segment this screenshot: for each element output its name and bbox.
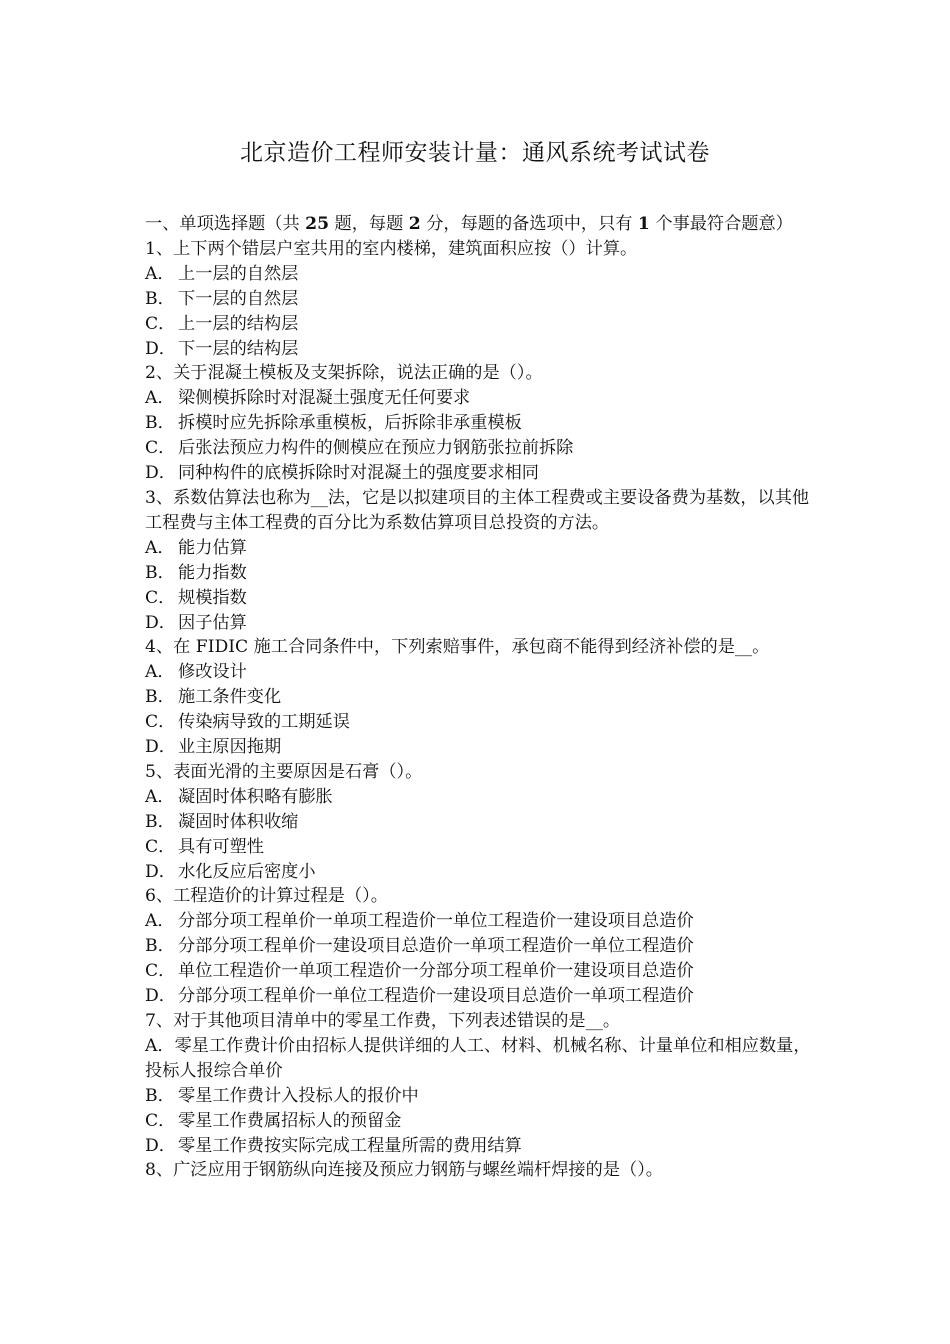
question-stem: 5、表面光滑的主要原因是石膏（）。: [145, 761, 423, 782]
option-letter: D．: [145, 612, 176, 633]
option-letter: A．: [145, 911, 175, 932]
option-text: 能力估算: [178, 537, 247, 558]
section-heading-prefix: 一、单项选择题（共: [145, 214, 306, 234]
question-option: [145, 337, 813, 362]
option-text: 规模指数: [178, 587, 247, 608]
option-text: 下一层的自然层: [178, 288, 299, 309]
question-option: [145, 561, 813, 586]
question-option: [145, 1134, 813, 1159]
question-option: [145, 312, 813, 337]
option-letter: A．: [145, 388, 175, 409]
option-letter: A．: [145, 662, 175, 683]
question-option: [145, 810, 813, 835]
question-option: [145, 685, 813, 710]
option-letter: C．: [145, 1110, 176, 1131]
option-text: 能力指数: [178, 562, 247, 583]
section-heading-suffix: 个事最符合题意）: [649, 214, 793, 234]
section-heading-mid1: 题，每题: [329, 214, 409, 234]
question-option: [145, 287, 813, 312]
option-text: 施工条件变化: [178, 687, 282, 708]
option-text: 拆模时应先拆除承重模板，后拆除非承重模板: [178, 413, 522, 434]
correct-option-count: 1: [637, 214, 650, 234]
option-text: 传染病导致的工期延误: [178, 712, 350, 733]
question-stem: 6、工程造价的计算过程是（）。: [145, 886, 388, 907]
option-letter: A．: [145, 1035, 175, 1056]
question-stem: 2、关于混凝土模板及支架拆除，说法正确的是（）。: [145, 363, 543, 384]
option-text: 凝固时体积收缩: [178, 811, 299, 832]
option-letter: A．: [145, 537, 175, 558]
question-option: [145, 586, 813, 611]
option-letter: A．: [145, 263, 175, 284]
option-text: 同种构件的底模拆除时对混凝土的强度要求相同: [178, 463, 539, 484]
option-letter: D．: [145, 737, 176, 758]
option-text: 修改设计: [178, 662, 247, 683]
option-text: 零星工作费计入投标人的报价中: [178, 1085, 419, 1106]
option-text: 分部分项工程单价一单位工程造价一建设项目总造价一单项工程造价: [178, 986, 694, 1007]
question-option: [145, 262, 813, 287]
option-text: 单位工程造价一单项工程造价一分部分项工程单价一建设项目总造价: [178, 961, 694, 982]
question-stem: 3、系数估算法也称为__法，它是以拟建项目的主体工程费或主要设备费为基数，以其他工程费与主体工程费的百分比为系数估算项目总投资的方法。: [145, 487, 810, 533]
question-count: 25: [305, 214, 330, 234]
question-option: [145, 461, 813, 486]
option-text: 上一层的自然层: [178, 263, 299, 284]
option-text: 零星工作费计价由招标人提供详细的人工、材料、机械名称、计量单位和相应数量，投标人报综合单价: [145, 1035, 811, 1081]
option-letter: B．: [145, 811, 175, 832]
question-option: [145, 536, 813, 561]
question-option: [145, 860, 813, 885]
question-stem: 1、上下两个错层户室共用的室内楼梯，建筑面积应按（）计算。: [145, 238, 638, 259]
question-stem: 7、对于其他项目清单中的零星工作费，下列表述错误的是__。: [145, 1011, 621, 1031]
option-letter: C．: [145, 438, 176, 459]
option-text: 分部分项工程单价一单项工程造价一单位工程造价一建设项目总造价: [178, 911, 694, 932]
question-option: [145, 1109, 813, 1134]
question-option: [145, 934, 813, 959]
option-letter: D．: [145, 338, 176, 359]
option-text: 因子估算: [178, 612, 247, 633]
option-text: 具有可塑性: [178, 836, 264, 857]
option-text: 下一层的结构层: [178, 338, 299, 359]
question-option: [145, 611, 813, 636]
option-letter: D．: [145, 861, 176, 882]
question-option: [145, 386, 813, 411]
question-stem: 8、广泛应用于钢筋纵向连接及预应力钢筋与螺丝端杆焊接的是（）。: [145, 1160, 663, 1181]
option-text: 水化反应后密度小: [178, 861, 316, 882]
question-option: [145, 660, 813, 685]
question-option: [145, 710, 813, 735]
question-stem: 4、在 FIDIC 施工合同条件中，下列索赔事件，承包商不能得到经济补偿的是__。: [145, 637, 770, 658]
option-text: 上一层的结构层: [178, 313, 299, 334]
option-text: 零星工作费属招标人的预留金: [178, 1110, 402, 1131]
question-option: [145, 984, 813, 1009]
question-option: [145, 835, 813, 860]
option-text: 梁侧模拆除时对混凝土强度无任何要求: [178, 388, 471, 409]
question-option: [145, 959, 813, 984]
option-letter: D．: [145, 463, 176, 484]
document-body: [145, 212, 813, 1183]
question-option: [145, 1084, 813, 1109]
question-option: [145, 1034, 813, 1084]
question-option: [145, 909, 813, 934]
option-letter: A．: [145, 786, 175, 807]
score-per-question: 2: [408, 214, 421, 234]
question-option: [145, 411, 813, 436]
section-heading-mid2: 分，每题的备选项中，只有: [420, 214, 638, 234]
option-letter: B．: [145, 288, 175, 309]
question-option: [145, 735, 813, 760]
option-letter: B．: [145, 562, 175, 583]
option-text: 业主原因拖期: [178, 737, 282, 758]
question-option: [145, 436, 813, 461]
option-letter: B．: [145, 413, 175, 434]
option-letter: C．: [145, 961, 176, 982]
option-letter: C．: [145, 587, 176, 608]
option-letter: B．: [145, 687, 175, 708]
option-text: 零星工作费按实际完成工程量所需的费用结算: [178, 1135, 522, 1156]
option-text: 分部分项工程单价一建设项目总造价一单项工程造价一单位工程造价: [178, 936, 694, 957]
option-letter: B．: [145, 936, 175, 957]
option-letter: C．: [145, 712, 176, 733]
option-letter: C．: [145, 313, 176, 334]
option-letter: B．: [145, 1085, 175, 1106]
document-title: 北京造价工程师安装计量：通风系统考试试卷: [240, 140, 710, 166]
section-heading: [145, 212, 813, 237]
option-letter: D．: [145, 1135, 176, 1156]
question-option: [145, 785, 813, 810]
option-text: 后张法预应力构件的侧模应在预应力钢筋张拉前拆除: [178, 438, 574, 459]
option-text: 凝固时体积略有膨胀: [178, 786, 333, 807]
option-letter: C．: [145, 836, 176, 857]
option-letter: D．: [145, 986, 176, 1007]
